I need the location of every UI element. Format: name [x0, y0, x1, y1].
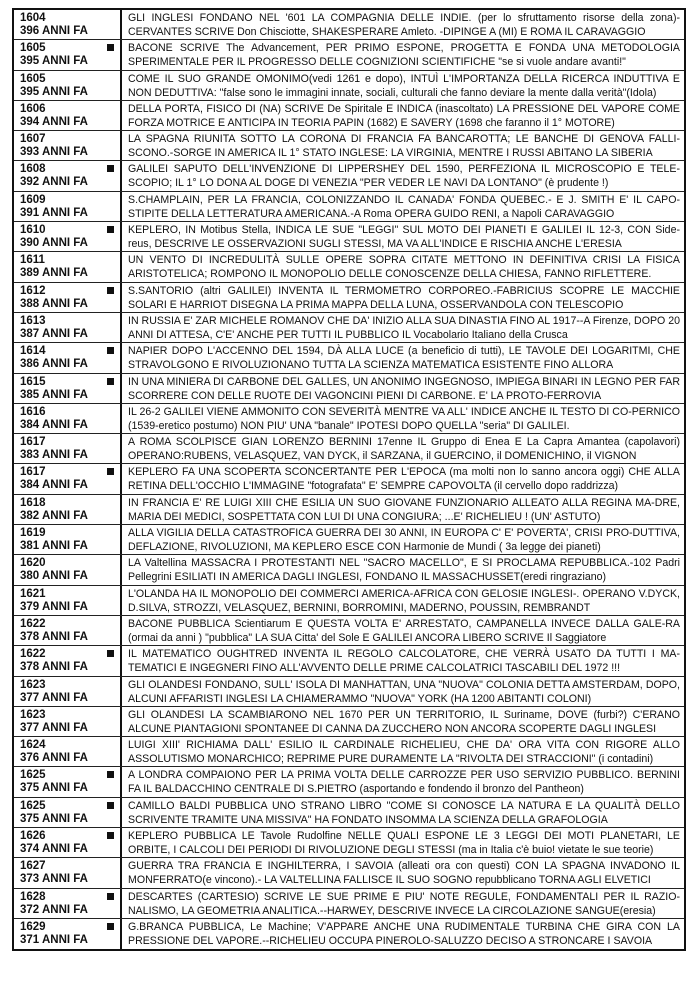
year-label: 1622 [20, 648, 46, 661]
year-cell [14, 828, 122, 857]
event-text: S.SANTORIO (altri GALILEI) INVENTA IL TERMOMETRO CORPOREO.-FABRICIUS SCOPRE LE MACCHIE SOLARI E HARRIOT DISEGNA LA PRIMA MAPPA DELLA LUNA, OSSERVANDOLA CON TELESCOPIO [128, 284, 680, 311]
year-cell [14, 525, 122, 554]
year-cell [14, 616, 122, 645]
years-ago-label: 375 ANNI FA [20, 812, 88, 825]
years-ago-label: 395 ANNI FA [20, 85, 88, 98]
year-label: 1611 [20, 254, 45, 267]
year-cell [14, 101, 122, 130]
year-cell [14, 555, 122, 584]
table-row [14, 737, 684, 767]
event-text: CAMILLO BALDI PUBBLICA UNO STRANO LIBRO "COME SI CONOSCE LA NATURA E LA QUALITÀ DELLO SCRIVENTE TRAMITE UNA MISSIVA" HA FONDATO INSOMMA LA SCIENZA DELLA GRAFOLOGIA [128, 799, 680, 826]
years-ago-label: 387 ANNI FA [20, 327, 88, 340]
years-ago-label: 373 ANNI FA [20, 873, 88, 886]
year-label: 1617 [20, 436, 46, 449]
table-row [14, 495, 684, 525]
year-cell [14, 131, 122, 160]
year-label: 1621 [20, 587, 46, 600]
event-text: LA SPAGNA RIUNITA SOTTO LA CORONA DI FRANCIA FA BANCAROTTA; LE BANCHE DI GENOVA FALLI-SCONO.-SORGE IN AMERICA IL 1° STATO INGLESE: LA VIRGINIA, MENTRE I RUSSI ABITANO LA SIBERIA [128, 133, 680, 160]
year-label: 1624 [20, 739, 46, 752]
year-cell [14, 464, 122, 493]
year-cell [14, 192, 122, 221]
event-text: NAPIER DOPO L'ACCENNO DEL 1594, DÀ ALLA LUCE (a beneficio di tutti), LE TAVOLE DEI LOGARITMI, CHE STRAVOLGONO E RIVOLUZIONANO TUTTA LA SCIENZA MATEMATICA ESISTENTE FINO ALLORA [128, 345, 680, 372]
year-cell [14, 434, 122, 463]
year-label: 1622 [20, 617, 46, 630]
year-cell [14, 919, 122, 949]
years-ago-label: 393 ANNI FA [20, 146, 88, 159]
year-cell [14, 404, 122, 433]
table-row [14, 767, 684, 797]
table-row [14, 677, 684, 707]
bullet-square-icon [107, 165, 114, 172]
years-ago-label: 391 ANNI FA [20, 206, 88, 219]
event-text: BACONE PUBBLICA Scientiarum E QUESTA VOLTA E' ARRESTATO, CAMPANELLA INVECE DALLA GALE-RA (ormai da anni ) "pubblica" LA SUA Citta' del Sole E GALILEI ANCORA LIBERO SCRIVE Il Saggiatore [128, 617, 680, 644]
bullet-square-icon [107, 44, 114, 51]
year-cell [14, 40, 122, 69]
year-cell [14, 707, 122, 736]
table-row [14, 889, 684, 919]
event-text: IL MATEMATICO OUGHTRED INVENTA IL REGOLO CALCOLATORE, CHE VERRÀ USATO DA TUTTI I MA-TEMATICI E INGEGNERI FINO ALL'AVVENTO DELLE PRIME CALCOLATRICI TASCABILI DEL 1972 !!! [128, 648, 680, 675]
table-row [14, 252, 684, 282]
year-cell [14, 495, 122, 524]
year-cell [14, 767, 122, 796]
year-cell [14, 71, 122, 100]
table-row [14, 586, 684, 616]
bullet-square-icon [107, 468, 114, 475]
event-text: UN VENTO DI INCREDULITÀ SULLE OPERE SOPRA CITATE METTONO IN DEFINITIVA CRISI LA FISICA ARISTOTELICA; ROMPONO IL MONOPOLIO DELLE CONOSCENZE DELLA CHIESA, FANNO RIFLETTERE. [128, 254, 680, 281]
event-text: G.BRANCA PUBBLICA, Le Machine; V'APPARE ANCHE UNA RUDIMENTALE TURBINA CHE GIRA CON LA PRESSIONE DEL VAPORE.--RICHELIEU OCCUPA PINEROLO-SALUZZO DECISO A STRONCARE I SAVOIA [128, 920, 680, 947]
year-cell [14, 222, 122, 251]
year-label: 1620 [20, 557, 46, 570]
year-cell [14, 677, 122, 706]
years-ago-label: 392 ANNI FA [20, 176, 88, 189]
table-row [14, 192, 684, 222]
year-label: 1625 [20, 769, 46, 782]
year-label: 1607 [20, 133, 46, 146]
years-ago-label: 371 ANNI FA [20, 933, 88, 946]
years-ago-label: 396 ANNI FA [20, 25, 88, 37]
table-row [14, 707, 684, 737]
year-label: 1616 [20, 405, 46, 418]
years-ago-label: 386 ANNI FA [20, 358, 88, 371]
bullet-square-icon [107, 226, 114, 233]
years-ago-label: 375 ANNI FA [20, 782, 88, 795]
years-ago-label: 382 ANNI FA [20, 509, 88, 522]
year-cell [14, 737, 122, 766]
table-row [14, 283, 684, 313]
years-ago-label: 385 ANNI FA [20, 388, 88, 401]
table-row [14, 525, 684, 555]
table-row [14, 10, 684, 40]
table-row [14, 919, 684, 949]
years-ago-label: 378 ANNI FA [20, 630, 88, 643]
event-text: LUIGI XIII' RICHIAMA DALL' ESILIO IL CARDINALE RICHELIEU, CHE DA' ORA VITA CON RIGORE ALLO ASSOLUTISMO MONARCHICO; REPRIME PURE DURAMENTE LA "RIVOLTA DEI STRACCIONI" (i contadini) [128, 739, 680, 766]
years-ago-label: 372 ANNI FA [20, 903, 88, 916]
bullet-square-icon [107, 832, 114, 839]
years-ago-label: 374 ANNI FA [20, 843, 88, 856]
event-text: ALLA VIGILIA DELLA CATASTROFICA GUERRA DEI 30 ANNI, IN EUROPA C' E' POVERTA', CRISI PRO-DUTTIVA, DEFLAZIONE, RIVOLUZIONI, MA KEPLERO ESCE CON Harmonie de Mundi ( 3a legge dei pianeti) [128, 527, 680, 554]
table-row [14, 101, 684, 131]
bullet-square-icon [107, 923, 114, 930]
table-row [14, 313, 684, 343]
event-text: GLI INGLESI FONDANO NEL '601 LA COMPAGNIA DELLE INDIE. (per lo sfruttamento risorse della zona)-CERVANTES SCRIVE Don Chisciotte, SHAKESPERARE Amleto. -DIPINGE A (MI) E ROMA IL CARAVAGGIO [128, 12, 680, 38]
year-cell [14, 313, 122, 342]
bullet-square-icon [107, 378, 114, 385]
years-ago-label: 388 ANNI FA [20, 297, 88, 310]
years-ago-label: 384 ANNI FA [20, 418, 88, 431]
year-cell [14, 252, 122, 281]
table-row [14, 161, 684, 191]
event-text: IL 26-2 GALILEI VIENE AMMONITO CON SEVERITÀ MENTRE VA ALL' INDICE ANCHE IL TESTO DI CO-PERNICO (1539-eretico postumo) NON PIU' UNA "banale" IPOTESI DOPO QUELLA "seria" DI GALILEI. [128, 405, 680, 432]
event-text: GLI OLANDESI LA SCAMBIARONO NEL 1670 PER UN TERRITORIO, IL Suriname, DOVE (furbi?) C'ERANO ALCUNE PIANTAGIONI SPONTANEE DI CANNA DA ZUCCHERO NON ANCORA SCOPERTE DAGLI INGLESI [128, 708, 680, 735]
table-row [14, 40, 684, 70]
year-label: 1614 [20, 345, 46, 358]
event-text: L'OLANDA HA IL MONOPOLIO DEI COMMERCI AMERICA-AFRICA CON GELOSIE INGLESI-. OPERANO V.DYCK, D.SILVA, STROZZI, VELASQUEZ, BERNINI, BORROMINI, MADERNO, POUSSIN, REMBRANDT [128, 587, 680, 614]
event-text: COME IL SUO GRANDE OMONIMO(vedi 1261 e dopo), INTUÌ L'IMPORTANZA DELLA RICERCA INDUTTIVA E NON DEDUTTIVA: "false sono le immagini innate, sociali, culturali che fanno deviare la mente dalla verità"(Idola) [128, 72, 680, 99]
event-text: IN UNA MINIERA DI CARBONE DEL GALLES, UN ANONIMO INGEGNOSO, IMPIEGA BINARI IN LEGNO PER FAR SCORRERE CON DELLE RUOTE DEI VAGONCINI PIENI DI CARBONE. E' LA PROTO-FERROVIA [128, 375, 680, 402]
year-label: 1613 [20, 314, 46, 327]
years-ago-label: 390 ANNI FA [20, 237, 88, 250]
event-text: GUERRA TRA FRANCIA E INGHILTERRA, I SAVOIA (alleati ora con questi) CON LA SPAGNA INVADONO IL MONFERRATO(e vincono).- LA VALTELLINA FALLISCE IL SUO SOGNO repubblicano TORNA AGLI ELVETICI [128, 860, 680, 887]
year-label: 1609 [20, 193, 46, 206]
years-ago-label: 394 ANNI FA [20, 115, 88, 128]
event-text: GLI OLANDESI FONDANO, SULL' ISOLA DI MANHATTAN, UNA "NUOVA" COLONIA DETTA AMSTERDAM, DOPO, ALCUNI AFFARISTI INGLESI LA CHIAMERAMMO "NUOVA" YORK (HA 1200 ABITANTI COLONI) [128, 678, 680, 705]
table-row [14, 464, 684, 494]
year-label: 1605 [20, 72, 46, 85]
year-label: 1608 [20, 163, 46, 176]
year-label: 1628 [20, 890, 46, 903]
table-row [14, 828, 684, 858]
bullet-square-icon [107, 347, 114, 354]
years-ago-label: 389 ANNI FA [20, 267, 88, 280]
event-text: KEPLERO PUBBLICA LE Tavole Rudolfine NELLE QUALI ESPONE LE 3 LEGGI DEI MOTI PLANETARI, LE ORBITE, I CALCOLI DEI PERIODI DI RIVOLUZIONE DEGLI STESSI (ma in Italia c'è buio! vietate le sue teorie) [128, 830, 680, 857]
years-ago-label: 384 ANNI FA [20, 479, 88, 492]
year-label: 1604 [20, 12, 46, 24]
event-text: A LONDRA COMPAIONO PER LA PRIMA VOLTA DELLE CARROZZE PER USO SERVIZIO PUBBLICO. BERNINI FA IL BALDACCHINO CENTRALE DI S.PIETRO (asportando e fondendo il bronzo del Pantheon) [128, 769, 680, 796]
bullet-square-icon [107, 771, 114, 778]
event-text: S.CHAMPLAIN, PER LA FRANCIA, COLONIZZANDO IL CANADA' FONDA QUEBEC.- E J. SMITH E' IL CAPO-STIPITE DELLA LETTERATURA AMERICANA.-A Roma OPERA GUIDO RENI, a Napoli CARAVAGGIO [128, 193, 680, 220]
year-label: 1606 [20, 102, 46, 115]
event-text: DELLA PORTA, FISICO DI (NA) SCRIVE De Spiritale E INDICA (inascoltato) LA PRESSIONE DEL VAPORE COME FORZA MOTRICE E ANTICIPA IN TEORIA PAPIN (1682) E SAVERY (1698 che faranno il 1° MOTORE) [128, 102, 680, 129]
event-text: KEPLERO, IN Motibus Stella, INDICA LE SUE "LEGGI" SUL MOTO DEI PIANETI E GALILEI IL 12-3, CON Side-reus, DESCRIVE LE OSSERVAZIONI SUGLI STESSI, MA VA ALL'INDICE E RISCHIA ANCHE L'ERESIA [128, 224, 680, 251]
year-cell [14, 283, 122, 312]
table-row [14, 71, 684, 101]
year-label: 1610 [20, 224, 46, 237]
table-row [14, 131, 684, 161]
table-row [14, 646, 684, 676]
years-ago-label: 380 ANNI FA [20, 570, 88, 583]
year-label: 1618 [20, 496, 46, 509]
year-label: 1623 [20, 678, 46, 691]
year-label: 1627 [20, 860, 46, 873]
event-text: GALILEI SAPUTO DELL'INVENZIONE DI LIPPERSHEY DEL 1590, PERFEZIONA IL MICROSCOPIO E TELE-SCOPIO; IL 1° LO DONA AL DOGE DI VENEZIA "PER VEDER LE NAVI DA LONTANO" (è prudente !) [128, 163, 680, 190]
event-text: DESCARTES (CARTESIO) SCRIVE LE SUE PRIME E PIU' NOTE REGULE, FONDAMENTALI PER IL RAZIO-NALISMO, LA GEOMETRIA ANALITICA.--HARWEY, DESCRIVE INVECE LA CIRCOLAZIONE SANGUE(eresia) [128, 890, 680, 917]
event-text: A ROMA SCOLPISCE GIAN LORENZO BERNINI 17enne IL Gruppo di Enea E La Capra Amantea (capolavori) OPERANO:RUBENS, VELASQUEZ, VAN DYCK, il SARZANA, il GUERCINO, il DOMENICHINO, il VIGNON [128, 436, 680, 463]
years-ago-label: 381 ANNI FA [20, 540, 88, 553]
year-cell [14, 889, 122, 918]
year-cell [14, 343, 122, 372]
year-cell [14, 374, 122, 403]
year-label: 1625 [20, 799, 46, 812]
year-cell [14, 161, 122, 190]
year-label: 1617 [20, 466, 46, 479]
table-row [14, 404, 684, 434]
years-ago-label: 376 ANNI FA [20, 752, 88, 765]
year-label: 1612 [20, 284, 46, 297]
chronology-table [12, 8, 686, 951]
year-label: 1605 [20, 42, 46, 55]
table-row [14, 616, 684, 646]
table-row [14, 555, 684, 585]
years-ago-label: 395 ANNI FA [20, 55, 88, 68]
table-row [14, 434, 684, 464]
year-label: 1623 [20, 708, 46, 721]
event-text: LA Valtellina MASSACRA I PROTESTANTI NEL "SACRO MACELLO", E SI PROCLAMA REPUBBLICA.-102 Padri Pellegrini ESILIATI IN AMERICA DAGLI INGLESI, FONDANO IL MASSACHUSSET(eredi ringraziano) [128, 557, 680, 584]
bullet-square-icon [107, 802, 114, 809]
years-ago-label: 383 ANNI FA [20, 449, 88, 462]
year-label: 1626 [20, 830, 46, 843]
table-row [14, 222, 684, 252]
year-cell [14, 10, 122, 39]
year-cell [14, 586, 122, 615]
bullet-square-icon [107, 650, 114, 657]
table-row [14, 343, 684, 373]
table-row [14, 858, 684, 888]
years-ago-label: 379 ANNI FA [20, 600, 88, 613]
year-cell [14, 798, 122, 827]
event-text: KEPLERO FA UNA SCOPERTA SCONCERTANTE PER L'EPOCA (ma molti non lo sanno ancora oggi) CHE ALLA RETINA DELL'OCCHIO L'IMMAGINE "fotografata" E' SEMPRE CAPOVOLTA (il cervello dopo raddrizza) [128, 466, 680, 493]
bullet-square-icon [107, 287, 114, 294]
event-text: IN FRANCIA E' RE LUIGI XIII CHE ESILIA UN SUO GIOVANE FUNZIONARIO ALLEATO ALLA REGINA MA-DRE, MARIA DEI MEDICI, SOSPETTATA CON LUI DI UNA CONGIURA; ...E' RICHELIEU ! (UN' ASTUTO) [128, 496, 680, 523]
year-cell [14, 858, 122, 887]
years-ago-label: 377 ANNI FA [20, 721, 88, 734]
year-cell [14, 646, 122, 675]
bullet-square-icon [107, 893, 114, 900]
year-label: 1629 [20, 920, 46, 933]
table-row [14, 374, 684, 404]
event-text: BACONE SCRIVE The Advancement, PER PRIMO ESPONE, PROGETTA E FONDA UNA METODOLOGIA SPERIMENTALE PER IL PROGRESSO DELLE COGNIZIONI SCIENTIFICHE "se si vuole andare avanti!" [128, 42, 680, 69]
year-label: 1619 [20, 527, 46, 540]
years-ago-label: 377 ANNI FA [20, 691, 88, 704]
event-text: IN RUSSIA E' ZAR MICHELE ROMANOV CHE DA' INIZIO ALLA SUA DINASTIA FINO AL 1917--A Firenze, DOPO 20 ANNI DI ATTESA, C'E' ANCHE PER TUTTI IL PUBBLICO IL Vocabolario Italiano della Crusca [128, 314, 680, 341]
year-label: 1615 [20, 375, 46, 388]
years-ago-label: 378 ANNI FA [20, 661, 88, 674]
table-row [14, 798, 684, 828]
